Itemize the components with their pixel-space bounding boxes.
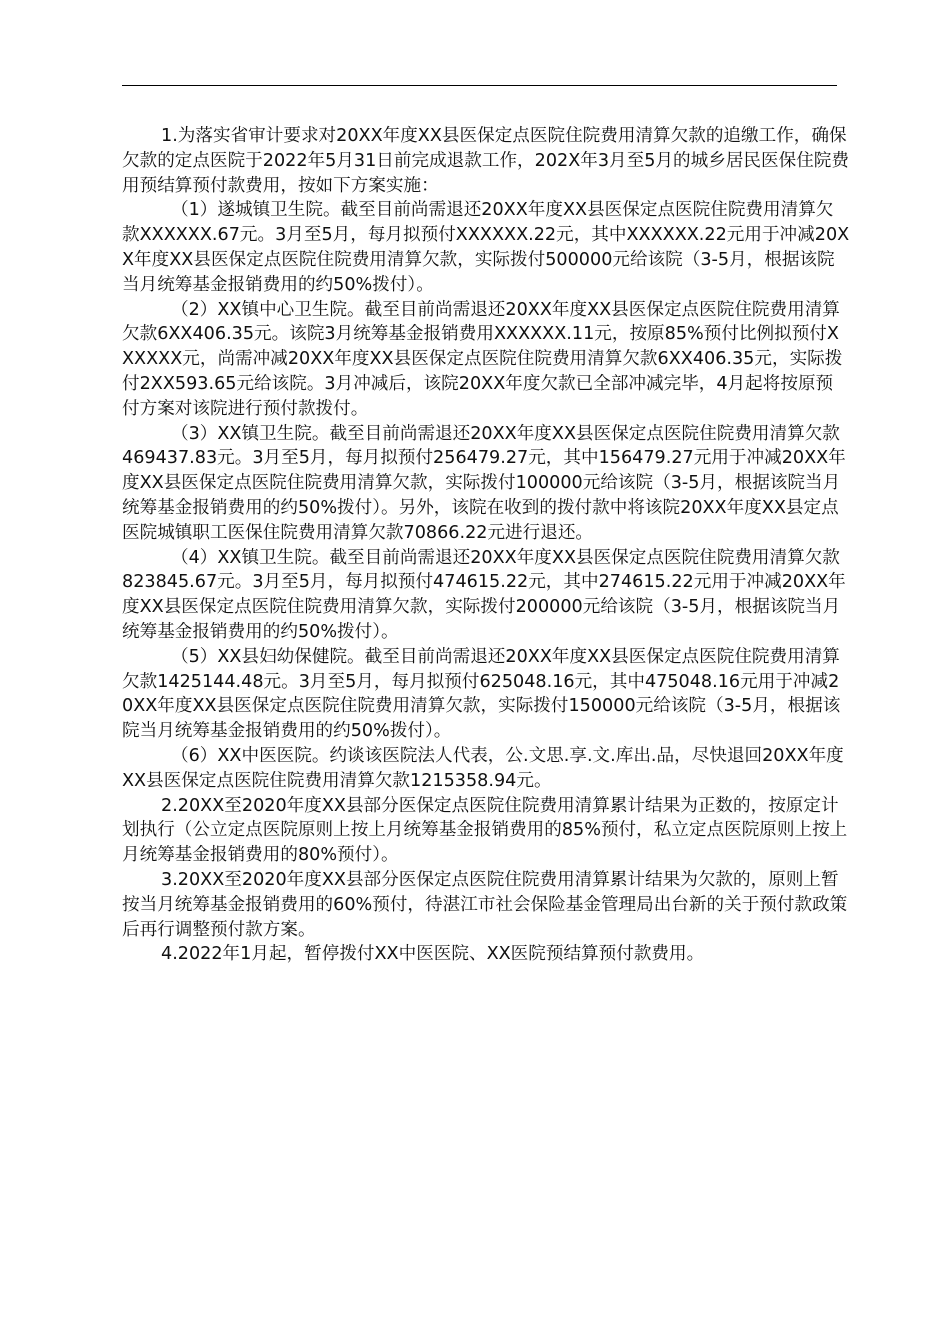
paragraph-subitem-1: （1）遂城镇卫生院。截至目前尚需退还20XX年度XX县医保定点医院住院费用清算欠款XXXXXX.67元。3月至5月，每月拟预付XXXXXX.22元，其中XXXXXX.22元用于冲减20XX年度XX县医保定点医院住院费用清算欠款，实际拨付500000元给该院（3-5月，根据该院当月统筹基金报销费用的约50%拨付）。 — [122, 200, 850, 295]
paragraph-subitem-4: （4）XX镇卫生院。截至目前尚需退还20XX年度XX县医保定点医院住院费用清算欠款823845.67元。3月至5月，每月拟预付474615.22元，其中274615.22元用于冲减20XX年度XX县医保定点医院住院费用清算欠款，实际拨付200000元给该院（3-5月，根据该院当月统筹基金报销费用的约50%拨付）。 — [122, 547, 846, 642]
paragraph-item-3: 3.20XX至2020年度XX县部分医保定点医院住院费用清算累计结果为欠款的，原则上暂按当月统筹基金报销费用的60%预付，待湛江市社会保险基金管理局出台新的关于预付款政策后再行调整预付款方案。 — [122, 869, 848, 940]
header-rule — [122, 85, 837, 86]
document-body — [122, 124, 850, 967]
paragraph-subitem-2: （2）XX镇中心卫生院。截至目前尚需退还20XX年度XX县医保定点医院住院费用清算欠款6XX406.35元。该院3月统筹基金报销费用XXXXXX.11元，按原85%预付比例拟预付XXXXXX元，尚需冲减20XX年度XX县医保定点医院住院费用清算欠款6XX406.35元，实际拨付2XX593.65元给该院。3月冲减后，该院20XX年度欠款已全部冲减完毕，4月起将按原预付方案对该院进行预付款拨付。 — [122, 299, 843, 419]
paragraph-subitem-5: （5）XX县妇幼保健院。截至目前尚需退还20XX年度XX县医保定点医院住院费用清算欠款1425144.48元。3月至5月，每月拟预付625048.16元，其中475048.16元用于冲减20XX年度XX县医保定点医院住院费用清算欠款，实际拨付150000元给该院（3-5月，根据该院当月统筹基金报销费用的约50%拨付）。 — [122, 646, 841, 742]
paragraph-subitem-6: （6）XX中医医院。约谈该医院法人代表，公.文思.享.文.库出.品，尽快退回20XX年度XX县医保定点医院住院费用清算欠款1215358.94元。 — [122, 745, 844, 791]
paragraph-item-4: 4.2022年1月起，暂停拨付XX中医医院、XX医院预结算预付款费用。 — [161, 944, 705, 965]
paragraph-item-2: 2.20XX至2020年度XX县部分医保定点医院住院费用清算累计结果为正数的，按原定计划执行（公立定点医院原则上按上月统筹基金报销费用的85%预付，私立定点医院原则上按上月统筹基金报销费用的80%预付）。 — [122, 795, 848, 866]
paragraph-subitem-3: （3）XX镇卫生院。截至目前尚需退还20XX年度XX县医保定点医院住院费用清算欠款469437.83元。3月至5月，每月拟预付256479.27元，其中156479.27元用于冲减20XX年度XX县医保定点医院住院费用清算欠款，实际拨付100000元给该院（3-5月，根据该院当月统筹基金报销费用的约50%拨付）。另外，该院在收到的拨付款中将该院20XX年度XX县定点医院城镇职工医保住院费用清算欠款70866.22元进行退还。 — [122, 423, 846, 543]
paragraph-item-1-intro: 1.为落实省审计要求对20XX年度XX县医保定点医院住院费用清算欠款的追缴工作，确保欠款的定点医院于2022年5月31日前完成退款工作，202X年3月至5月的城乡居民医保住院费用预结算预付款费用，按如下方案实施： — [122, 126, 849, 196]
